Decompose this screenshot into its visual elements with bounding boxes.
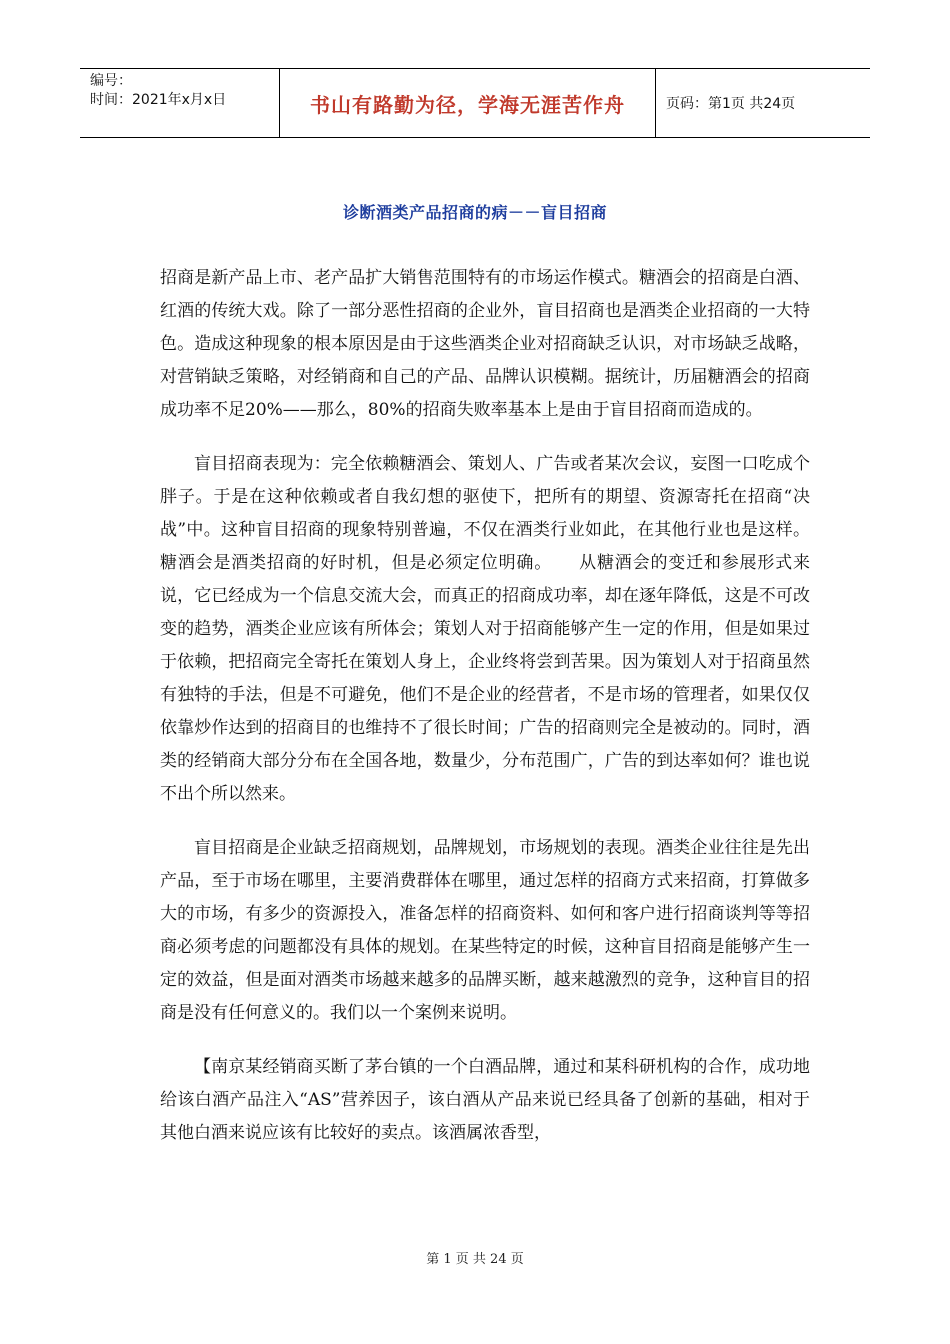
- paragraph-3: 盲目招商是企业缺乏招商规划，品牌规划，市场规划的表现。酒类企业往往是先出产品，至于市场在哪里，主要消费群体在哪里，通过怎样的招商方式来招商，打算做多大的市场，有多少的资源投入，准备怎样的招商资料、如何和客户进行招商谈判等等招商必须考虑的问题都没有具体的规划。在某些特定的时候，这种盲目招商是能够产生一定的效益，但是面对酒类市场越来越多的品牌买断，越来越激烈的竞争，这种盲目的招商是没有任何意义的。我们以一个案例来说明。: [160, 838, 810, 1023]
- paragraph-1: 招商是新产品上市、老产品扩大销售范围特有的市场运作模式。糖酒会的招商是白酒、红酒的传统大戏。除了一部分恶性招商的企业外，盲目招商也是酒类企业招商的一大特色。造成这种现象的根本原因是由于这些酒类企业对招商缺乏认识，对市场缺乏战略，对营销缺乏策略，对经销商和自己的产品、品牌认识模糊。据统计，历届糖酒会的招商成功率不足20%——那么，80%的招商失败率基本上是由于盲目招商而造成的。: [160, 268, 810, 420]
- number-label: 编号：: [90, 73, 132, 89]
- document-body: [160, 262, 810, 1171]
- header-motto: 书山有路勤为径，学海无涯苦作舟: [280, 69, 656, 137]
- paragraph-4: 【南京某经销商买断了茅台镇的一个白酒品牌，通过和某科研机构的合作，成功地给该白酒产品注入“AS”营养因子，该白酒从产品来说已经具备了创新的基础，相对于其他白酒来说应该有比较好的卖点。该酒属浓香型，: [160, 1057, 810, 1143]
- document-title: 诊断酒类产品招商的病－－盲目招商: [342, 203, 607, 222]
- paragraph-2: 盲目招商表现为：完全依赖糖酒会、策划人、广告或者某次会议，妄图一口吃成个胖子。于是在这种依赖或者自我幻想的驱使下，把所有的期望、资源寄托在招商“决战”中。这种盲目招商的现象特别普遍，不仅在酒类行业如此，在其他行业也是这样。糖酒会是酒类招商的好时机，但是必须定位明确。 从糖酒会的变迁和参展形式来说，它已经成为一个信息交流大会，而真正的招商成功率，却在逐年降低，这是不可改变的趋势，酒类企业应该有所体会；策划人对于招商能够产生一定的作用，但是如果过于依赖，把招商完全寄托在策划人身上，企业终将尝到苦果。因为策划人对于招商虽然有独特的手法，但是不可避免，他们不是企业的经营者，不是市场的管理者，如果仅仅依靠炒作达到的招商目的也维持不了很长时间；广告的招商则完全是被动的。同时，酒类的经销商大部分分布在全国各地，数量少，分布范围广，广告的到达率如何？谁也说不出个所以然来。: [160, 454, 810, 804]
- header-meta: [80, 69, 280, 137]
- page-footer: 第 1 页 共 24 页: [426, 1252, 524, 1267]
- time-label: 时间：2021年x月x日: [90, 92, 227, 108]
- header-page-info: 页码：第1页 共24页: [666, 96, 796, 112]
- document-header: [80, 68, 870, 138]
